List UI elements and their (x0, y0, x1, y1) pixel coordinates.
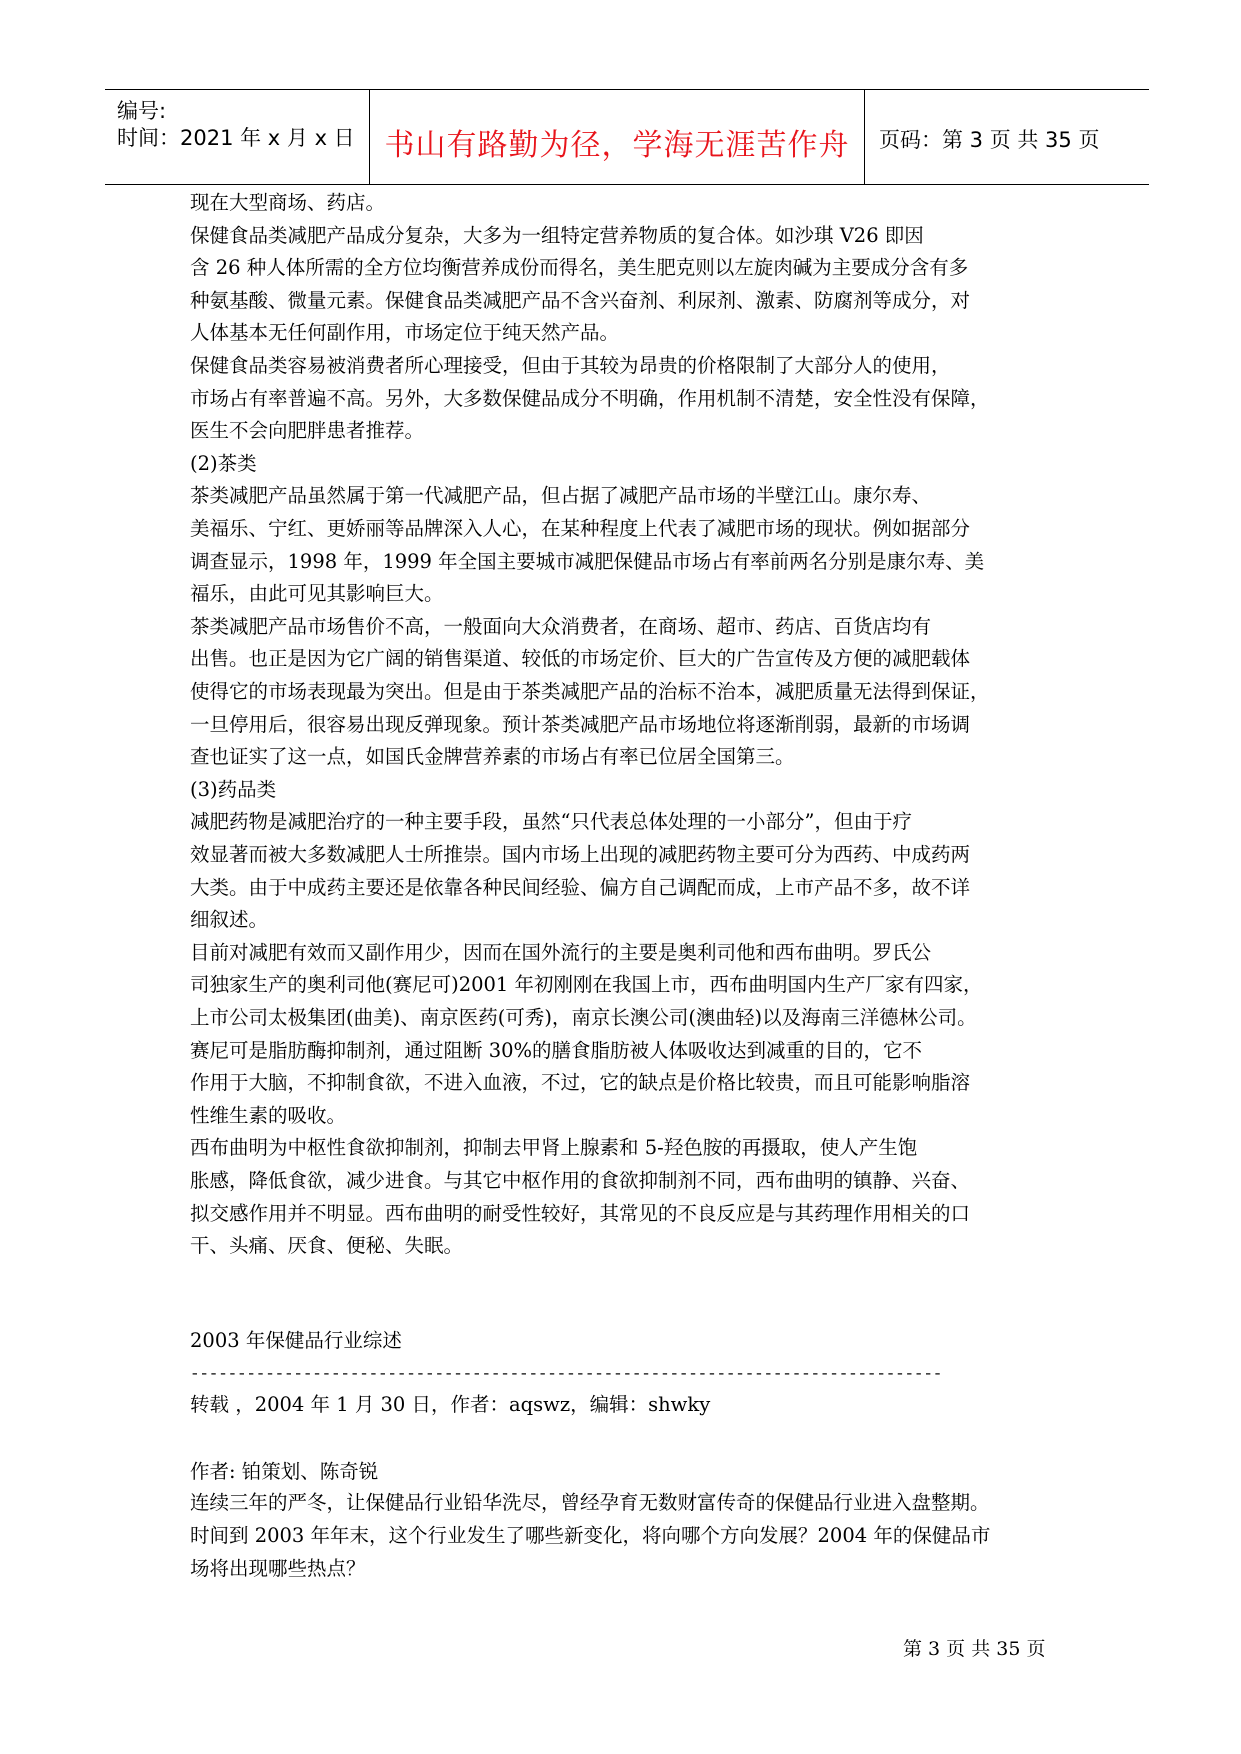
article-intro-line: 时间到 2003 年年末，这个行业发生了哪些新变化，将向哪个方向发展？2004 年的保健品市 (190, 1524, 991, 1547)
text-line: 赛尼可是脂肪酶抑制剂，通过阻断 30%的膳食脂肪被人体吸收达到减重的目的，它不 (190, 1038, 923, 1062)
text-line: 性维生素的吸收。 (190, 1103, 347, 1127)
text-line: 查也证实了这一点，如国氏金牌营养素的市场占有率已位居全国第三。 (190, 745, 795, 769)
text-line: 美福乐、宁红、更娇丽等品牌深入人心，在某种程度上代表了减肥市场的现状。例如据部分 (190, 517, 971, 540)
text-line: 作用于大脑，不抑制食欲，不进入血液，不过，它的缺点是价格比较贵，而且可能影响脂溶 (190, 1071, 971, 1095)
text-line: 出售。也正是因为它广阔的销售渠道、较低的市场定价、巨大的广告宣传及方便的减肥载体 (190, 647, 971, 671)
text-line: 茶类减肥产品市场售价不高，一般面向大众消费者，在商场、超市、药店、百货店均有 (190, 614, 932, 638)
document-header (105, 89, 1149, 185)
text-line: 保健食品类容易被消费者所心理接受，但由于其较为昂贵的价格限制了大部分人的使用， (190, 354, 951, 377)
text-line: 含 26 种人体所需的全方位均衡营养成份而得名，美生肥克则以左旋肉碱为主要成分含有多 (190, 256, 969, 280)
text-line: 医生不会向肥胖患者推荐。 (190, 419, 425, 443)
article-author: 作者: 铂策划、陈奇锐 (190, 1460, 379, 1483)
page-footer: 第 3 页 共 35 页 (903, 1638, 1046, 1660)
text-line: 一旦停用后，很容易出现反弹现象。预计茶类减肥产品市场地位将逐渐削弱，最新的市场调 (190, 712, 971, 736)
article-byline: 转载 ，2004 年 1 月 30 日，作者：aqswz，编辑：shwky (190, 1393, 711, 1416)
text-line: (3)药品类 (190, 777, 277, 801)
text-line: 大类。由于中成药主要还是依靠各种民间经验、偏方自己调配而成，上市产品不多，故不详 (190, 875, 971, 899)
text-line: 拟交感作用并不明显。西布曲明的耐受性较好，其常见的不良反应是与其药理作用相关的口 (190, 1201, 971, 1225)
text-line: 胀感，降低食欲，减少进食。与其它中枢作用的食欲抑制剂不同，西布曲明的镇静、兴奋、 (190, 1169, 971, 1192)
text-line: 效显著而被大多数减肥人士所推崇。国内市场上出现的减肥药物主要可分为西药、中成药两 (190, 843, 971, 866)
header-motto-cell (370, 90, 865, 184)
serial-number-label: 编号: (117, 99, 167, 123)
text-line: 人体基本无任何副作用，市场定位于纯天然产品。 (190, 321, 620, 345)
text-line: 目前对减肥有效而又副作用少，因而在国外流行的主要是奥利司他和西布曲明。罗氏公 (190, 940, 932, 964)
text-line: 细叙述。 (190, 908, 269, 932)
header-left-cell (105, 90, 370, 184)
header-page-cell (865, 90, 1149, 184)
header-motto: 书山有路勤为径，学海无涯苦作舟 (384, 128, 850, 163)
header-page-code: 页码：第 3 页 共 35 页 (879, 128, 1100, 152)
date-line: 时间：2021 年 x 月 x 日 (117, 126, 355, 150)
text-line: 现在大型商场、药店。 (190, 191, 386, 214)
text-line: 干、头痛、厌食、便秘、失眠。 (190, 1234, 464, 1258)
text-line: 司独家生产的奥利司他(赛尼可)2001 年初刚刚在我国上市，西布曲明国内生产厂家有四家， (190, 973, 983, 997)
text-line: 市场占有率普遍不高。另外，大多数保健品成分不明确，作用机制不清楚，安全性没有保障， (190, 386, 990, 410)
text-line: 保健食品类减肥产品成分复杂，大多为一组特定营养物质的复合体。如沙琪 V26 即因 (190, 223, 924, 247)
text-line: 上市公司太极集团(曲美)、南京医药(可秀)，南京长澳公司(澳曲轻)以及海南三洋德林公司。 (190, 1006, 977, 1029)
text-line: (2)茶类 (190, 451, 257, 475)
article-divider: -------------------------------------------------------------------------------- (190, 1365, 943, 1383)
article-intro-line: 连续三年的严冬，让保健品行业铅华洗尽，曾经孕育无数财富传奇的保健品行业进入盘整期。 (190, 1491, 990, 1514)
text-line: 种氨基酸、微量元素。保健食品类减肥产品不含兴奋剂、利尿剂、激素、防腐剂等成分，对 (190, 288, 971, 312)
text-line: 茶类减肥产品虽然属于第一代减肥产品，但占据了减肥产品市场的半壁江山。康尔寿、 (190, 484, 932, 508)
text-line: 减肥药物是减肥治疗的一种主要手段，虽然“只代表总体处理的一小部分”，但由于疗 (190, 810, 912, 834)
text-line: 使得它的市场表现最为突出。但是由于茶类减肥产品的治标不治本，减肥质量无法得到保证， (190, 680, 990, 703)
text-line: 调查显示，1998 年，1999 年全国主要城市减肥保健品市场占有率前两名分别是康尔寿、美 (190, 549, 985, 573)
article-title: 2003 年保健品行业综述 (190, 1329, 402, 1352)
text-line: 福乐，由此可见其影响巨大。 (190, 582, 444, 606)
article-intro-line: 场将出现哪些热点？ (190, 1557, 366, 1580)
text-line: 西布曲明为中枢性食欲抑制剂，抑制去甲肾上腺素和 5-羟色胺的再摄取，使人产生饱 (190, 1136, 918, 1160)
